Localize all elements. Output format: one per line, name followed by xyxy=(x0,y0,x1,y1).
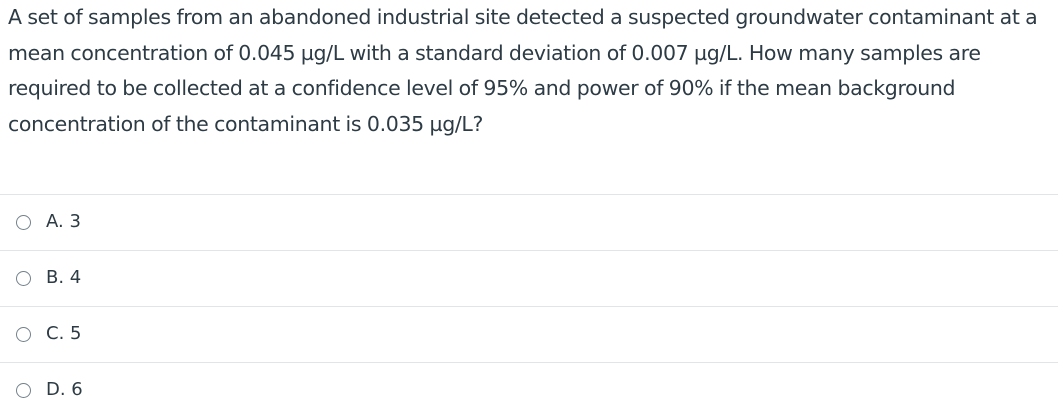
answer-label: B. 4 xyxy=(46,267,82,288)
answer-label: D. 6 xyxy=(46,379,83,400)
answer-option-a[interactable] xyxy=(0,194,1058,250)
answer-label: C. 5 xyxy=(46,323,82,344)
answer-label: A. 3 xyxy=(46,211,81,232)
radio-unchecked-icon[interactable] xyxy=(16,215,31,230)
answer-option-c[interactable] xyxy=(0,306,1058,362)
radio-unchecked-icon[interactable] xyxy=(16,327,31,342)
radio-unchecked-icon[interactable] xyxy=(16,383,31,398)
answer-option-d[interactable] xyxy=(0,362,1058,418)
question-text: A set of samples from an abandoned industrial site detected a suspected groundwater contaminant at a mean concentration of 0.045 µg/L with a standard deviation of 0.007 µg/L. How many samples are required to be collected at a confidence level of 95% and power of 90% if the mean background concentration of the contaminant is 0.035 µg/L? xyxy=(8,5,1038,136)
radio-unchecked-icon[interactable] xyxy=(16,271,31,286)
answer-option-b[interactable] xyxy=(0,250,1058,306)
answer-list xyxy=(0,194,1058,418)
